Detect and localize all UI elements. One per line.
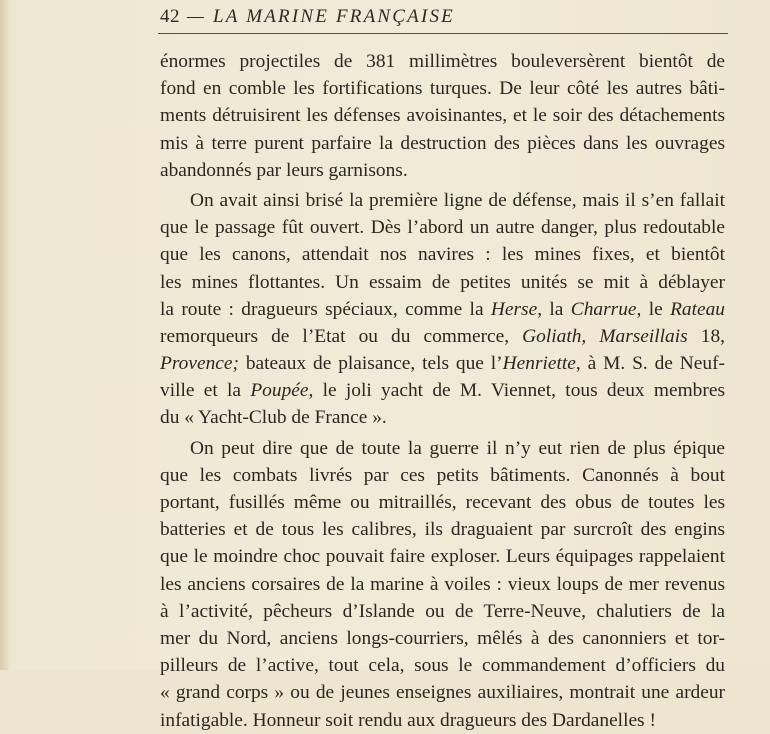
text-line: les anciens corsaires de la marine à voiles : vieux loups de mer revenus	[160, 573, 725, 595]
text-line: la route : dragueurs spéciaux, comme la Herse, la Charrue, le Rateau	[160, 298, 725, 320]
header-separator: —	[186, 6, 207, 27]
text-line: à l’activité, pêcheurs d’Islande ou de Terre-Neuve, chalutiers de la	[160, 600, 725, 622]
text-line: du « Yacht-Club de France ».	[160, 407, 387, 429]
text-line: ville et la Poupée, le joli yacht de M. Viennet, tous deux membres	[160, 380, 725, 402]
body-text	[160, 48, 725, 734]
text-line: que les combats livrés par ces petits bâtiments. Canonnés à bout	[160, 464, 725, 486]
text-line: fond en comble les fortifications turques. De leur côté les autres bâti-	[160, 78, 725, 100]
text-line: énormes projectiles de 381 millimètres bouleversèrent bientôt de	[160, 51, 725, 72]
text-line: mer du Nord, anciens longs-courriers, mêlés à des canonniers et tor-	[160, 627, 725, 649]
paragraph	[160, 435, 725, 734]
paragraph	[160, 187, 725, 432]
text-line: que le passage fût ouvert. Dès l’abord un autre danger, plus redoutable	[160, 217, 725, 239]
text-line: les mines flottantes. Un essaim de petites unités se mit à déblayer	[160, 271, 725, 293]
text-line: batteries et de tous les calibres, ils draguaient par surcroît des engins	[160, 519, 725, 541]
text-line: Provence; bateaux de plaisance, tels que l’Henriette, à M. S. de Neuf-	[160, 353, 726, 375]
text-line: infatigable. Honneur soit rendu aux dragueurs des Dardanelles !	[160, 709, 656, 731]
text-line: « grand corps » ou de jeunes enseignes auxiliaires, montrait une ardeur	[160, 682, 725, 704]
text-line: portant, fusillés même ou mitraillés, recevant des obus de toutes les	[160, 492, 725, 513]
running-header	[160, 6, 455, 28]
text-line: On avait ainsi brisé la première ligne de défense, mais il s’en fallait	[190, 189, 725, 211]
text-line: pilleurs de l’active, tout cela, sous le commandement d’officiers du	[160, 655, 725, 677]
running-title: LA MARINE FRANÇAISE	[213, 6, 455, 27]
page-number: 42	[160, 6, 180, 27]
page-gutter-shadow	[0, 0, 10, 670]
text-line: que les canons, attendait nos navires : les mines fixes, et bientôt	[160, 244, 725, 266]
text-line: remorqueurs de l’Etat ou du commerce, Goliath, Marseillais 18,	[160, 325, 725, 347]
text-line: ments détruisirent les défenses avoisinantes, et le soir des détachements	[160, 105, 725, 127]
text-line: abandonnés par leurs garnisons.	[160, 159, 408, 181]
text-line: mis à terre purent parfaire la destruction des pièces dans les ouvrages	[160, 132, 725, 154]
text-line: On peut dire que de toute la guerre il n’y eut rien de plus épique	[190, 437, 725, 459]
paragraph	[160, 48, 725, 184]
text-line: que le moindre choc pouvait faire exploser. Leurs équipages rappelaient	[160, 546, 725, 568]
header-rule	[158, 33, 728, 34]
